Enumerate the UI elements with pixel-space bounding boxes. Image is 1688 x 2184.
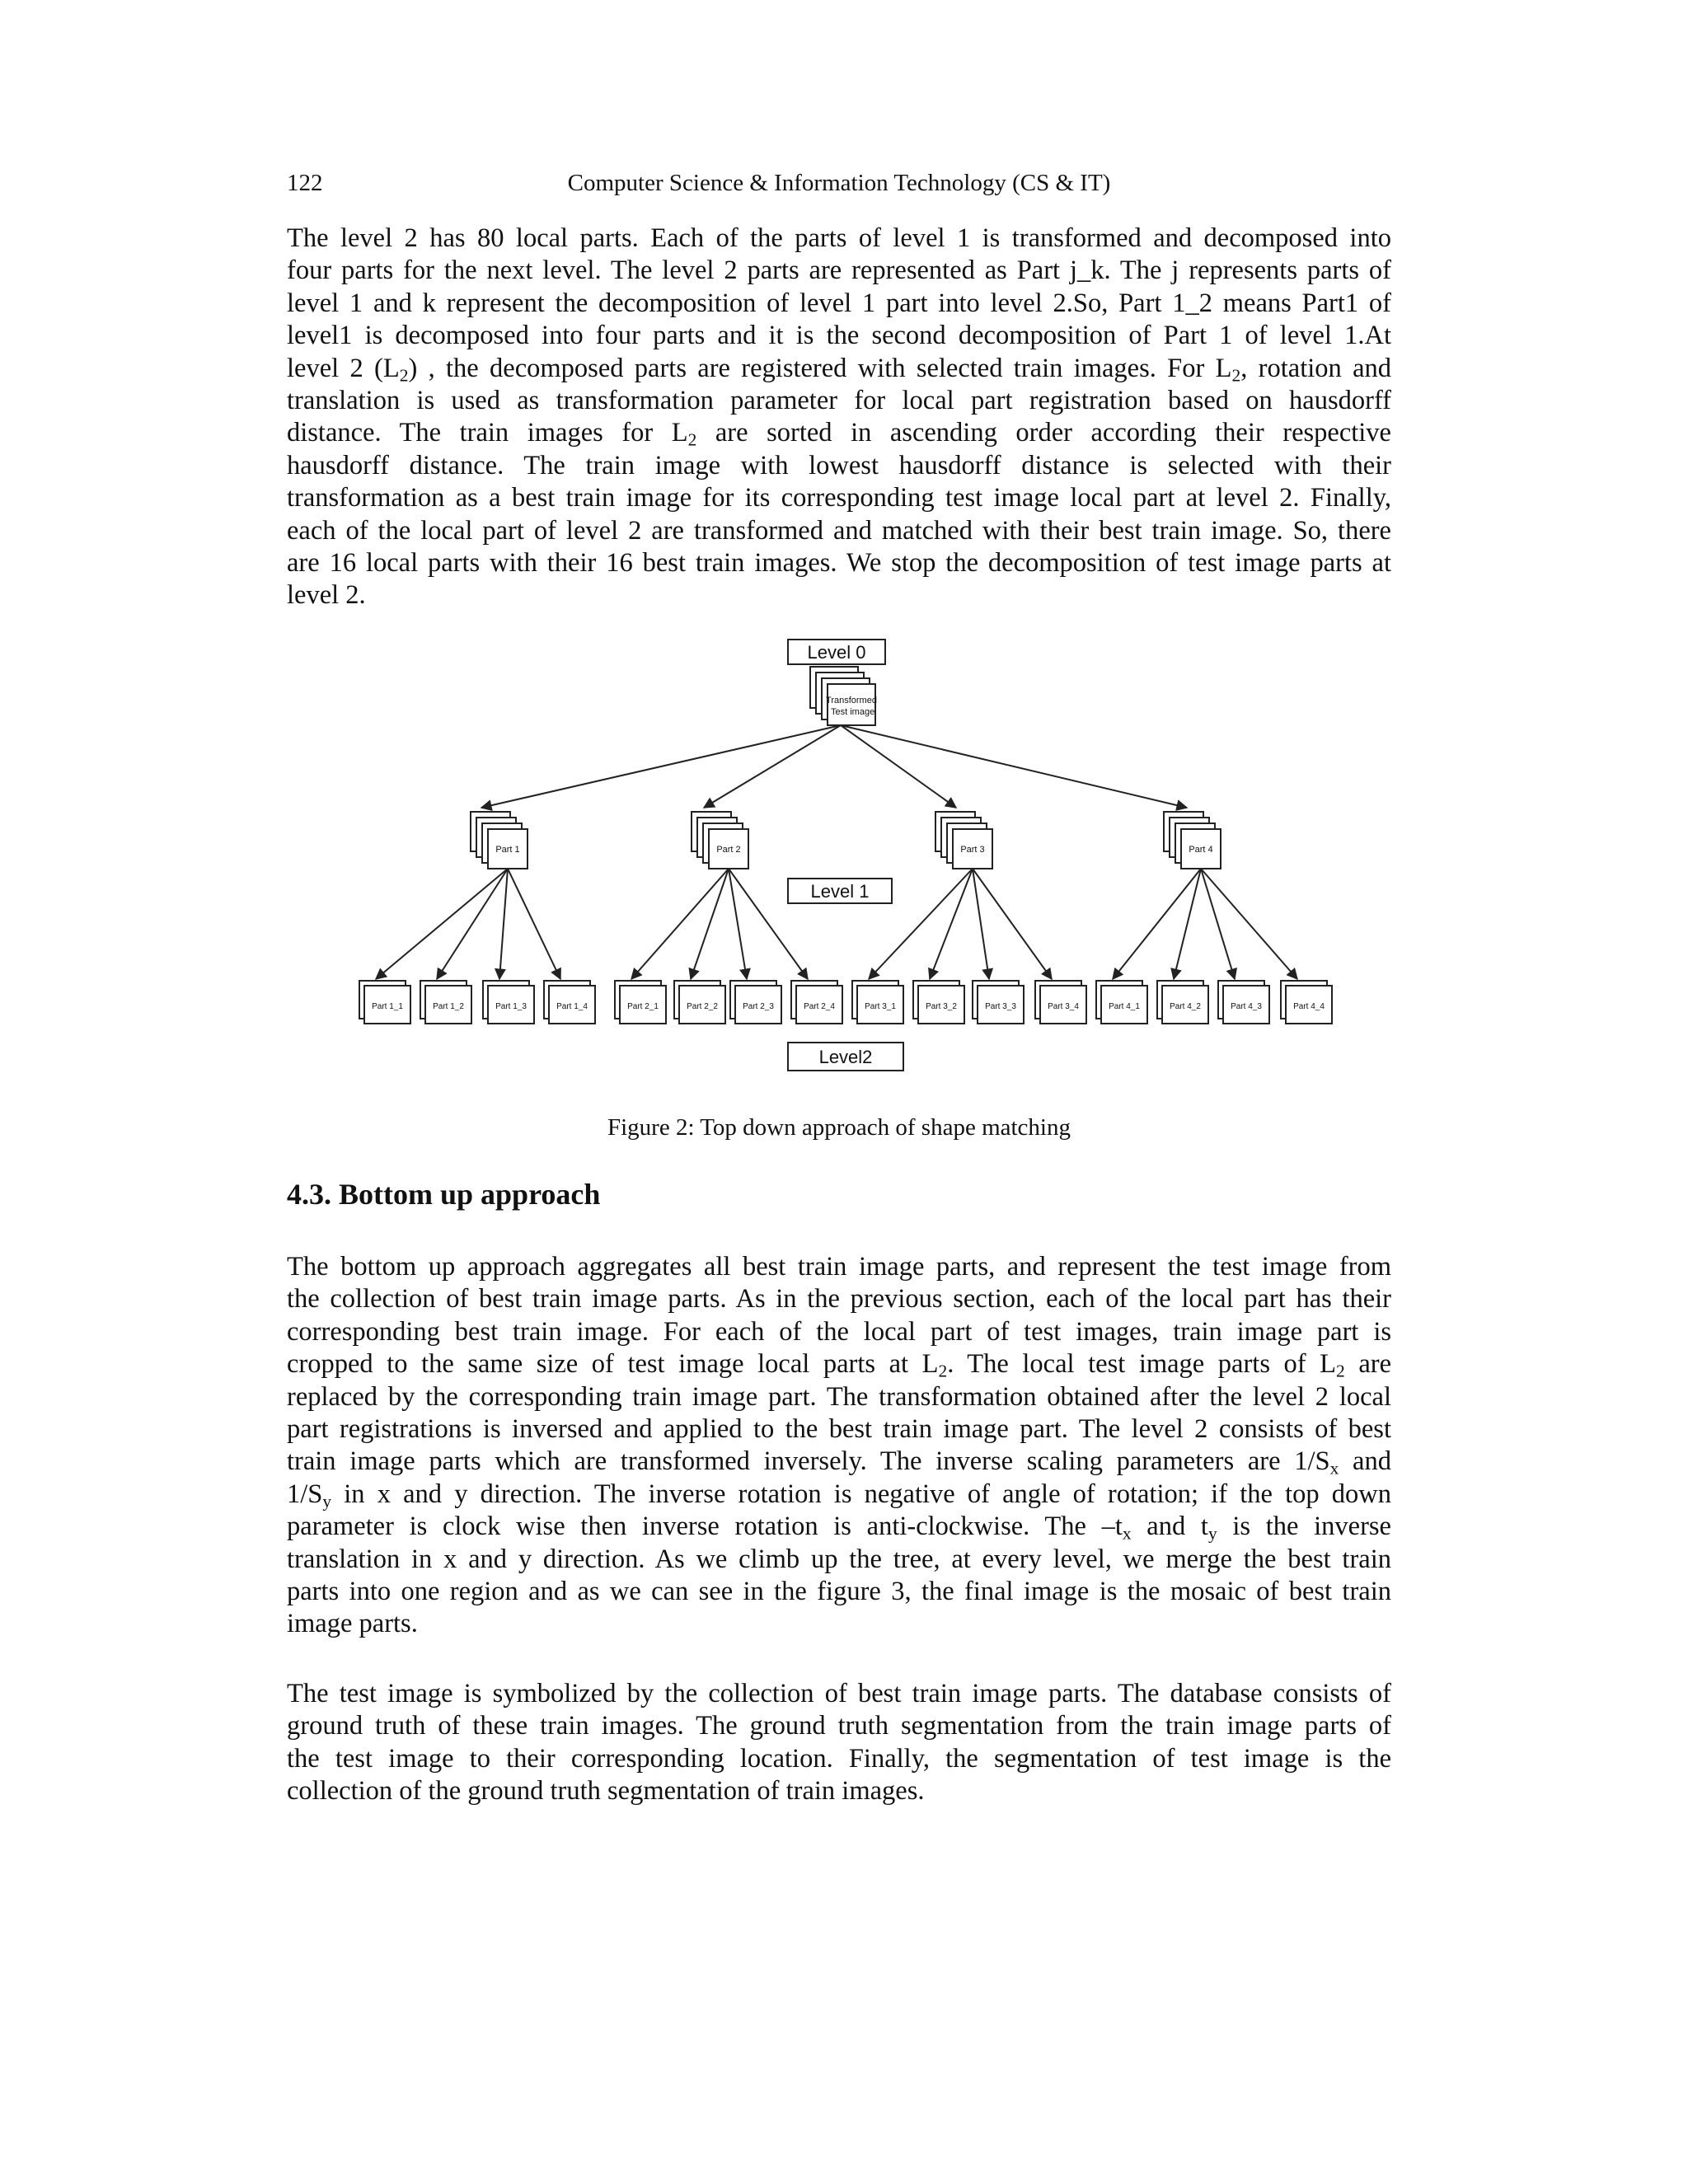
level2-part-15-label: Part 4_3 <box>1231 1002 1262 1011</box>
text-line: part registrations is inversed and applied to the best train image part. The level 2 consists of best <box>287 1414 1391 1445</box>
text-line: level1 is decomposed into four parts and it is the second decomposition of Part 1 of level 1.At <box>287 321 1391 351</box>
level2-part-4-label: Part 1_4 <box>556 1002 588 1011</box>
edge-to-level2-part-7 <box>729 869 747 979</box>
text-line: collection of the ground truth segmentation of train images. <box>287 1776 925 1807</box>
text-line: level 2 $(L_2)$ , the decomposed parts are registered with selected train images. For $L_2$, rotation and <box>287 353 1391 385</box>
page-number: 122 <box>287 170 323 196</box>
level2-part-6 <box>674 981 725 1024</box>
level1-part-3-label: Part 3 <box>960 845 985 855</box>
level2-part-12-label: Part 3_4 <box>1048 1002 1079 1011</box>
level1-part-1 <box>471 812 528 869</box>
text-line: The test image is symbolized by the collection of best train image parts. The database consists of <box>287 1679 1391 1708</box>
edge-to-level2-part-12 <box>973 869 1052 979</box>
level1-part-2-label: Part 2 <box>716 845 741 855</box>
text-line: cropped to the same size of test image local parts at $L_2$. The local test image parts of $L_2$ are <box>287 1349 1391 1381</box>
edge-to-level2-part-4 <box>508 869 560 979</box>
root-node <box>810 667 877 725</box>
edge-to-level2-part-6 <box>691 869 729 979</box>
level2-part-12 <box>1035 981 1086 1024</box>
level2-part-15 <box>1218 981 1269 1024</box>
level2-part-7-label: Part 2_3 <box>743 1002 774 1011</box>
text-line: each of the local part of level 2 are transformed and matched with their best train image. So, there <box>287 515 1391 546</box>
text-line: parts into one region and as we can see in the figure 3, the final image is the mosaic of best train <box>287 1577 1391 1607</box>
text-line: train image parts which are transformed inversely. The inverse scaling parameters are $1/S_x$ and <box>287 1446 1391 1479</box>
edge-to-level2-part-2 <box>437 869 508 979</box>
level-2-label <box>788 1043 903 1071</box>
text-line: level 1 and k represent the decomposition of level 1 part into level 2.So, Part 1_2 means Part1 of <box>287 288 1391 318</box>
text-line: The bottom up approach aggregates all best train image parts, and represent the test image from <box>287 1252 1391 1282</box>
text-line: the test image to their corresponding location. Finally, the segmentation of test image is the <box>287 1743 1391 1774</box>
level2-part-14-label: Part 4_2 <box>1170 1002 1201 1011</box>
text-line: translation in x and y direction. As we climb up the tree, at every level, we merge the best train <box>287 1544 1391 1574</box>
edge-to-level2-part-11 <box>973 869 989 979</box>
level2-part-2 <box>420 981 471 1024</box>
level2-part-16-label: Part 4_4 <box>1293 1002 1325 1011</box>
root-label-line1: Transformed <box>826 696 877 705</box>
root-label-line2: Test image <box>831 707 875 717</box>
edge-root-to-part-3 <box>841 725 956 808</box>
edge-to-level2-part-16 <box>1201 869 1297 979</box>
text-line: $1/S_y$ in x and y direction. The inverse rotation is negative of angle of rotation; if the top down <box>287 1479 1391 1511</box>
edge-to-level2-part-5 <box>631 869 729 979</box>
text-line: transformation as a best train image for its corresponding test image local part at level 2. Finally, <box>287 483 1391 513</box>
level2-part-3-label: Part 1_3 <box>495 1002 527 1011</box>
level2-part-2-label: Part 1_2 <box>433 1002 464 1011</box>
text-line: ground truth of these train images. The ground truth segmentation from the train image parts of <box>287 1711 1391 1741</box>
level2-part-1-label: Part 1_1 <box>372 1002 403 1011</box>
journal-title: Computer Science & Information Technology (CS & IT) <box>567 170 1111 196</box>
paragraph-bottom-up-approach <box>287 1251 1391 1641</box>
text-line: The level 2 has 80 local parts. Each of the parts of level 1 is transformed and decomposed into <box>287 223 1391 253</box>
level2-part-13-label: Part 4_1 <box>1109 1002 1140 1011</box>
level1-part-4 <box>1164 812 1221 869</box>
text-line: parameter is clock wise then inverse rotation is anti-clockwise. The $-t_x$ and $t_y$ is the inverse <box>287 1511 1391 1544</box>
level2-part-10 <box>913 981 964 1024</box>
level2-part-1 <box>359 981 410 1024</box>
text-line: translation is used as transformation parameter for local part registration based on hausdorff <box>287 386 1391 416</box>
level2-part-5-label: Part 2_1 <box>627 1002 659 1011</box>
text-line: image parts. <box>287 1609 418 1639</box>
level2-part-11 <box>973 981 1024 1024</box>
level2-part-5 <box>615 981 666 1024</box>
text-line: hausdorff distance. The train image with lowest hausdorff distance is selected with their <box>287 450 1391 480</box>
level-0-label <box>788 640 885 664</box>
section-heading: 4.3. Bottom up approach <box>287 1178 601 1211</box>
level2-part-13 <box>1096 981 1147 1024</box>
level-2-label-text: Level2 <box>818 1047 873 1067</box>
level2-part-9-label: Part 3_1 <box>865 1002 896 1011</box>
edge-to-level2-part-15 <box>1201 869 1235 979</box>
text-line: distance. The train images for $L_2$ are sorted in ascending order according their respective <box>287 418 1391 450</box>
level-1-label-text: Level 1 <box>810 881 870 902</box>
text-line: four parts for the next level. The level 2 parts are represented as Part j_k. The j represents parts of <box>287 255 1391 286</box>
level2-part-6-label: Part 2_2 <box>687 1002 718 1011</box>
figure-caption: Figure 2: Top down approach of shape matching <box>607 1114 1071 1141</box>
level2-part-11-label: Part 3_3 <box>985 1002 1016 1011</box>
level2-part-7 <box>730 981 781 1024</box>
text-line: corresponding best train image. For each of the local part of test images, train image part is <box>287 1316 1391 1347</box>
level2-part-14 <box>1157 981 1208 1024</box>
level-1-label <box>788 879 892 903</box>
level2-part-4 <box>544 981 595 1024</box>
paragraph-ground-truth <box>287 1678 1391 1808</box>
text-line: are 16 local parts with their 16 best train images. We stop the decomposition of test image parts at <box>287 548 1391 579</box>
level2-part-3 <box>483 981 534 1024</box>
edge-root-to-part-4 <box>841 725 1187 808</box>
level1-part-2 <box>692 812 748 869</box>
edge-to-level2-part-1 <box>376 869 508 979</box>
edge-root-to-part-2 <box>704 725 841 808</box>
level1-part-1-label: Part 1 <box>495 845 520 855</box>
edge-to-level2-part-10 <box>930 869 973 979</box>
edge-root-to-part-1 <box>481 725 841 808</box>
level2-part-10-label: Part 3_2 <box>926 1002 957 1011</box>
level2-part-8 <box>791 981 842 1024</box>
text-line: level 2. <box>287 580 366 611</box>
edge-to-level2-part-3 <box>499 869 508 979</box>
level2-part-8-label: Part 2_4 <box>804 1002 835 1011</box>
level2-part-16 <box>1281 981 1332 1024</box>
text-line: the collection of best train image parts. As in the previous section, each of the local part has their <box>287 1284 1391 1315</box>
level2-part-9 <box>852 981 903 1024</box>
text-line: replaced by the corresponding train image part. The transformation obtained after the level 2 local <box>287 1381 1391 1412</box>
level1-part-3 <box>935 812 992 869</box>
level1-part-4-label: Part 4 <box>1189 845 1213 855</box>
level-0-label-text: Level 0 <box>807 642 866 663</box>
